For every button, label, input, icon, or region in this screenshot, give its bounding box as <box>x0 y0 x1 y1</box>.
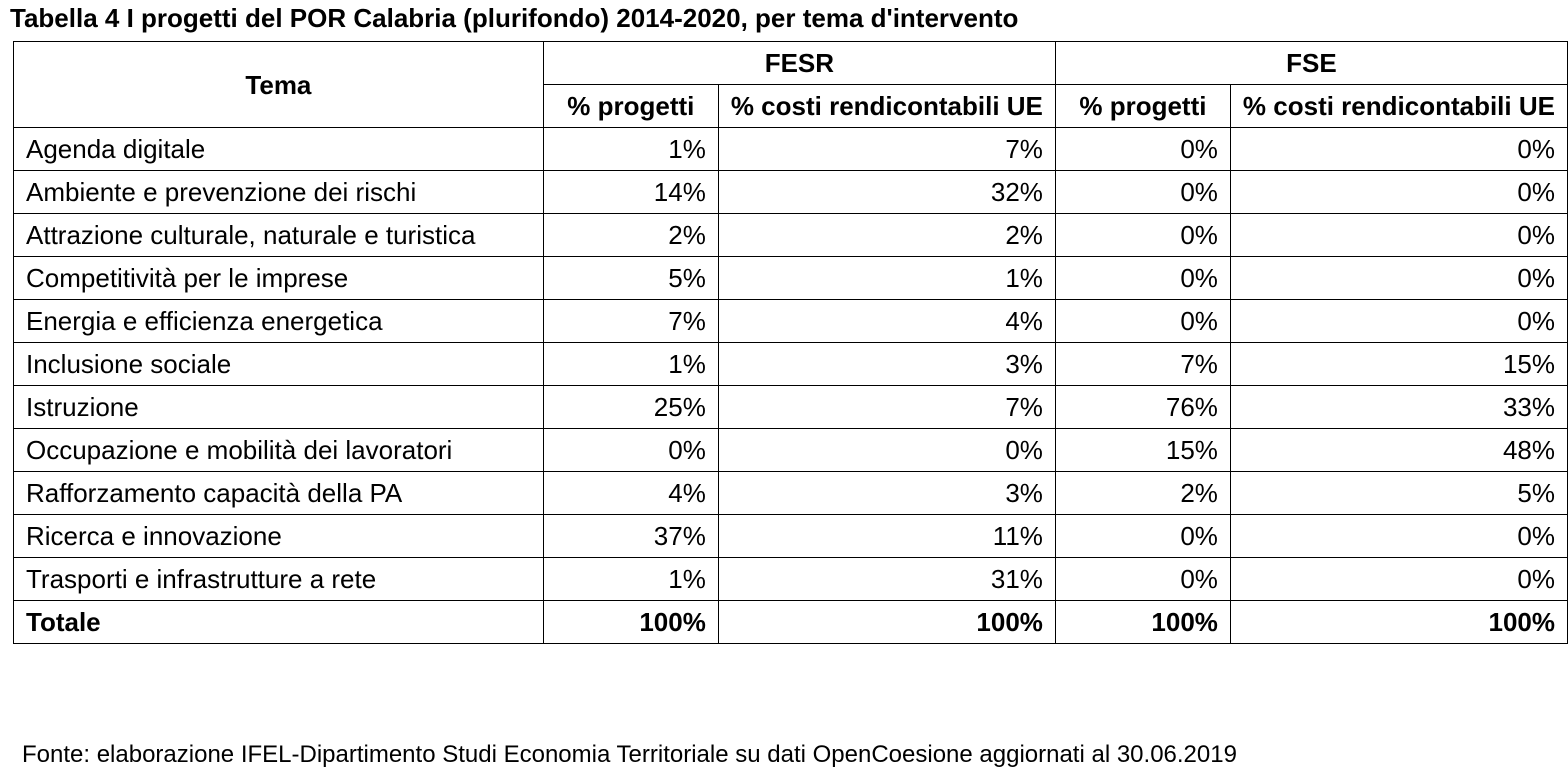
tema-cell: Rafforzamento capacità della PA <box>14 472 544 515</box>
table-row <box>14 300 1568 343</box>
fse-costi-cell: 0% <box>1230 300 1567 343</box>
fse-costi-header: % costi rendicontabili UE <box>1230 85 1567 128</box>
fesr-progetti-cell: 37% <box>543 515 718 558</box>
fse-progetti-cell: 0% <box>1055 171 1230 214</box>
fse-progetti-cell: 0% <box>1055 257 1230 300</box>
tema-cell: Inclusione sociale <box>14 343 544 386</box>
fesr-costi-cell: 11% <box>718 515 1055 558</box>
table-row <box>14 214 1568 257</box>
fse-progetti-cell: 0% <box>1055 128 1230 171</box>
table-row <box>14 128 1568 171</box>
tema-cell: Agenda digitale <box>14 128 544 171</box>
table-body <box>14 128 1568 644</box>
fse-progetti-cell: 76% <box>1055 386 1230 429</box>
fse-costi-cell: 0% <box>1230 558 1567 601</box>
table-row <box>14 386 1568 429</box>
fse-progetti-cell: 0% <box>1055 515 1230 558</box>
fesr-progetti-header: % progetti <box>543 85 718 128</box>
total-label: Totale <box>14 601 544 644</box>
tema-cell: Ricerca e innovazione <box>14 515 544 558</box>
fesr-costi-cell: 3% <box>718 472 1055 515</box>
tema-cell: Trasporti e infrastrutture a rete <box>14 558 544 601</box>
fse-progetti-cell: 0% <box>1055 214 1230 257</box>
fesr-group-header: FESR <box>543 42 1055 85</box>
fse-progetti-cell: 2% <box>1055 472 1230 515</box>
fesr-costi-cell: 4% <box>718 300 1055 343</box>
fse-costi-cell: 33% <box>1230 386 1567 429</box>
fse-costi-cell: 0% <box>1230 257 1567 300</box>
total-fesr-costi: 100% <box>718 601 1055 644</box>
tema-cell: Competitività per le imprese <box>14 257 544 300</box>
fse-group-header: FSE <box>1055 42 1567 85</box>
total-fesr-progetti: 100% <box>543 601 718 644</box>
fesr-progetti-cell: 1% <box>543 128 718 171</box>
tema-cell: Occupazione e mobilità dei lavoratori <box>14 429 544 472</box>
table-row <box>14 472 1568 515</box>
fse-progetti-cell: 7% <box>1055 343 1230 386</box>
table-row <box>14 558 1568 601</box>
fesr-progetti-cell: 4% <box>543 472 718 515</box>
source-note: Fonte: elaborazione IFEL-Dipartimento Studi Economia Territoriale su dati OpenCoesione aggiornati al 30.06.2019 <box>22 741 1237 768</box>
fse-costi-cell: 0% <box>1230 128 1567 171</box>
fesr-costi-cell: 3% <box>718 343 1055 386</box>
fse-progetti-header: % progetti <box>1055 85 1230 128</box>
fse-progetti-cell: 15% <box>1055 429 1230 472</box>
fesr-costi-cell: 1% <box>718 257 1055 300</box>
fesr-costi-header: % costi rendicontabili UE <box>718 85 1055 128</box>
fse-costi-cell: 15% <box>1230 343 1567 386</box>
table-row <box>14 257 1568 300</box>
fesr-progetti-cell: 2% <box>543 214 718 257</box>
fse-progetti-cell: 0% <box>1055 558 1230 601</box>
fesr-progetti-cell: 1% <box>543 558 718 601</box>
fse-costi-cell: 5% <box>1230 472 1567 515</box>
table-row <box>14 343 1568 386</box>
fse-progetti-cell: 0% <box>1055 300 1230 343</box>
fesr-progetti-cell: 1% <box>543 343 718 386</box>
fesr-costi-cell: 32% <box>718 171 1055 214</box>
fse-costi-cell: 0% <box>1230 214 1567 257</box>
tema-header: Tema <box>14 42 544 128</box>
table-row <box>14 429 1568 472</box>
fesr-costi-cell: 31% <box>718 558 1055 601</box>
tema-cell: Istruzione <box>14 386 544 429</box>
fesr-costi-cell: 0% <box>718 429 1055 472</box>
tema-cell: Ambiente e prevenzione dei rischi <box>14 171 544 214</box>
fesr-costi-cell: 7% <box>718 128 1055 171</box>
tema-cell: Attrazione culturale, naturale e turistica <box>14 214 544 257</box>
projects-table <box>13 41 1568 644</box>
tema-cell: Energia e efficienza energetica <box>14 300 544 343</box>
table-title: Tabella 4 I progetti del POR Calabria (plurifondo) 2014-2020, per tema d'intervento <box>10 3 1019 33</box>
fse-costi-cell: 48% <box>1230 429 1567 472</box>
fesr-costi-cell: 7% <box>718 386 1055 429</box>
fesr-progetti-cell: 0% <box>543 429 718 472</box>
fesr-progetti-cell: 5% <box>543 257 718 300</box>
total-row <box>14 601 1568 644</box>
table-row <box>14 515 1568 558</box>
fesr-costi-cell: 2% <box>718 214 1055 257</box>
fesr-progetti-cell: 7% <box>543 300 718 343</box>
fse-costi-cell: 0% <box>1230 171 1567 214</box>
table-row <box>14 171 1568 214</box>
fesr-progetti-cell: 25% <box>543 386 718 429</box>
fse-costi-cell: 0% <box>1230 515 1567 558</box>
total-fse-costi: 100% <box>1230 601 1567 644</box>
fesr-progetti-cell: 14% <box>543 171 718 214</box>
total-fse-progetti: 100% <box>1055 601 1230 644</box>
